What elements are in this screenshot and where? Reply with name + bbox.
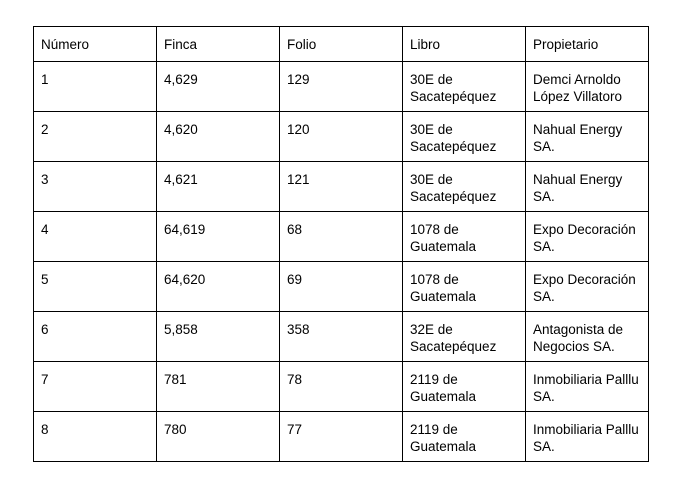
- cell-folio: 121: [280, 162, 403, 212]
- cell-libro: 1078 de Guatemala: [403, 212, 526, 262]
- cell-numero: 3: [34, 162, 157, 212]
- cell-propietario: Inmobiliaria Palllu SA.: [526, 412, 649, 462]
- cell-finca: 4,629: [157, 62, 280, 112]
- cell-propietario: Expo Decoración SA.: [526, 262, 649, 312]
- cell-libro: 1078 de Guatemala: [403, 262, 526, 312]
- cell-folio: 129: [280, 62, 403, 112]
- table-header-row: [34, 27, 649, 62]
- table-row: [34, 362, 649, 412]
- cell-libro: 30E de Sacatepéquez: [403, 162, 526, 212]
- cell-folio: 77: [280, 412, 403, 462]
- cell-folio: 78: [280, 362, 403, 412]
- table-row: [34, 312, 649, 362]
- table-row: [34, 112, 649, 162]
- cell-numero: 6: [34, 312, 157, 362]
- table-row: [34, 412, 649, 462]
- cell-propietario: Expo Decoración SA.: [526, 212, 649, 262]
- cell-numero: 8: [34, 412, 157, 462]
- cell-folio: 358: [280, 312, 403, 362]
- cell-finca: 64,619: [157, 212, 280, 262]
- cell-propietario: Nahual Energy SA.: [526, 162, 649, 212]
- table-row: [34, 62, 649, 112]
- cell-libro: 2119 de Guatemala: [403, 412, 526, 462]
- cell-numero: 2: [34, 112, 157, 162]
- cell-folio: 69: [280, 262, 403, 312]
- table-row: [34, 212, 649, 262]
- cell-numero: 7: [34, 362, 157, 412]
- cell-finca: 5,858: [157, 312, 280, 362]
- table-row: [34, 162, 649, 212]
- cell-numero: 5: [34, 262, 157, 312]
- cell-propietario: Antagonista de Negocios SA.: [526, 312, 649, 362]
- cell-numero: 1: [34, 62, 157, 112]
- cell-libro: 30E de Sacatepéquez: [403, 112, 526, 162]
- cell-numero: 4: [34, 212, 157, 262]
- cell-propietario: Nahual Energy SA.: [526, 112, 649, 162]
- cell-propietario: Inmobiliaria Palllu SA.: [526, 362, 649, 412]
- cell-finca: 781: [157, 362, 280, 412]
- cell-folio: 120: [280, 112, 403, 162]
- table-row: [34, 262, 649, 312]
- cell-libro: 30E de Sacatepéquez: [403, 62, 526, 112]
- cell-folio: 68: [280, 212, 403, 262]
- cell-finca: 780: [157, 412, 280, 462]
- cell-libro: 2119 de Guatemala: [403, 362, 526, 412]
- property-table-container: [33, 26, 649, 462]
- header-libro: Libro: [403, 27, 526, 62]
- header-numero: Número: [34, 27, 157, 62]
- cell-finca: 4,621: [157, 162, 280, 212]
- property-table: [33, 26, 649, 462]
- header-folio: Folio: [280, 27, 403, 62]
- cell-finca: 4,620: [157, 112, 280, 162]
- header-finca: Finca: [157, 27, 280, 62]
- cell-finca: 64,620: [157, 262, 280, 312]
- cell-libro: 32E de Sacatepéquez: [403, 312, 526, 362]
- cell-propietario: Demci Arnoldo López Villatoro: [526, 62, 649, 112]
- header-propietario: Propietario: [526, 27, 649, 62]
